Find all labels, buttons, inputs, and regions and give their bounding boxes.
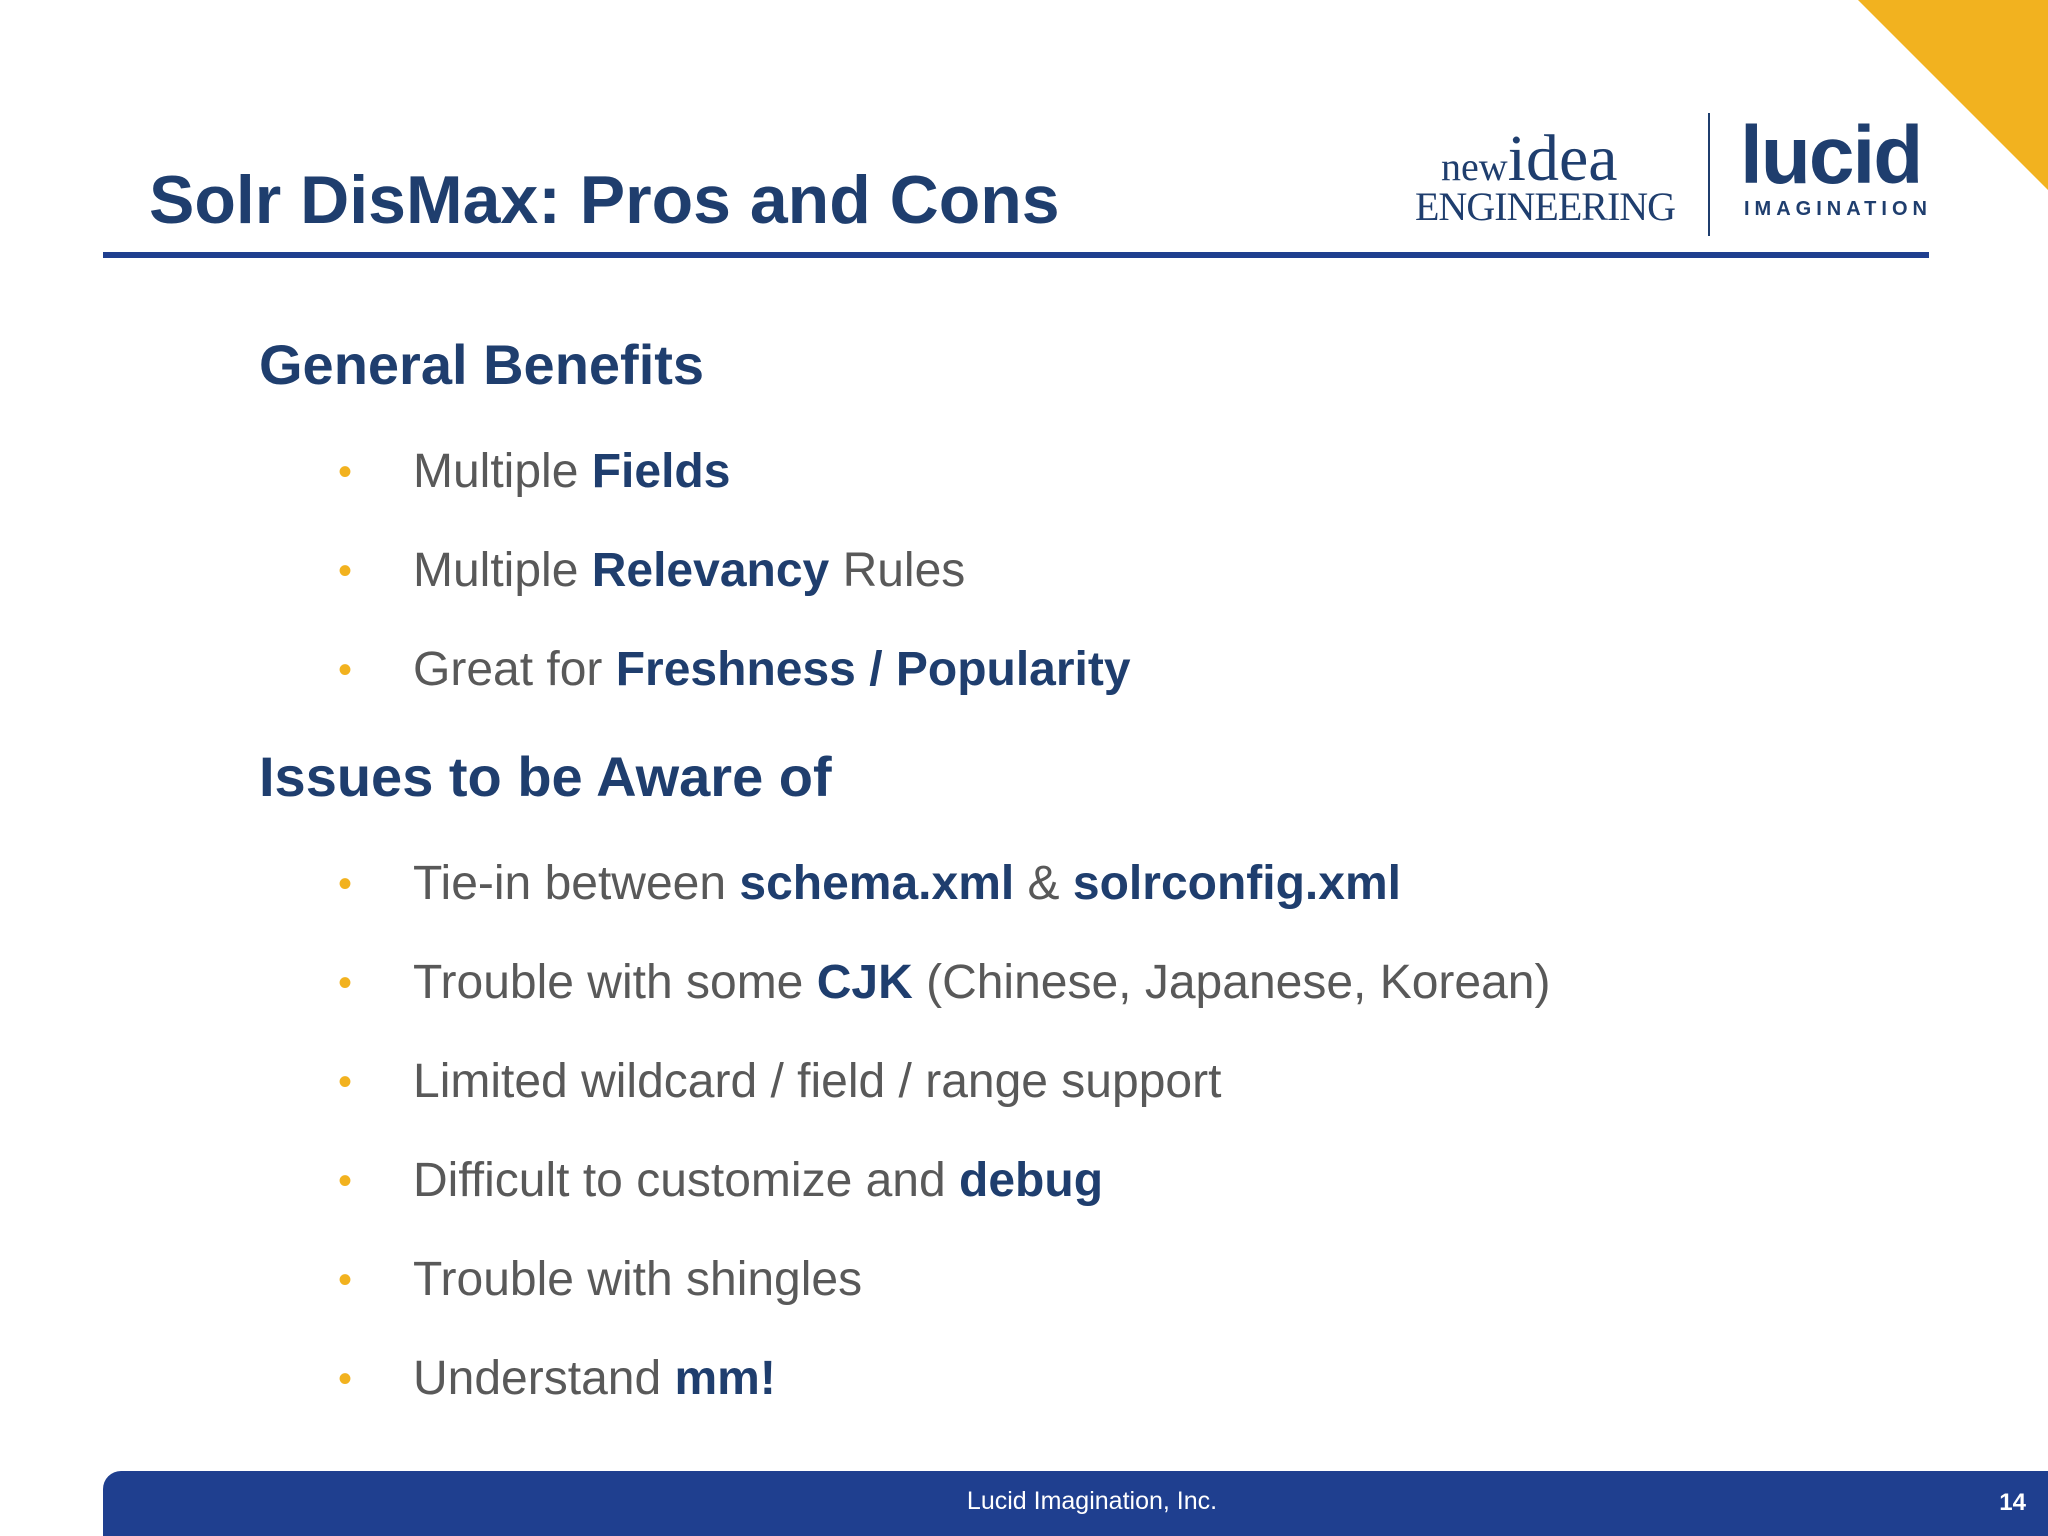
bullet-icon: • bbox=[338, 450, 353, 494]
page-number: 14 bbox=[1999, 1489, 2026, 1516]
footer-company: Lucid Imagination, Inc. bbox=[966, 1487, 1218, 1515]
lucid-imagination-logo bbox=[1740, 106, 1930, 226]
bullet-icon: • bbox=[338, 1060, 353, 1104]
bullet-icon: • bbox=[338, 1258, 353, 1302]
logo-divider bbox=[1708, 113, 1710, 236]
bullet-icon: • bbox=[338, 648, 353, 692]
logo-imagination-text: IMAGINATION bbox=[1744, 198, 1932, 220]
logo-idea-text: idea bbox=[1507, 122, 1618, 195]
footer-bar bbox=[103, 1471, 2048, 1536]
new-idea-engineering-logo bbox=[1415, 124, 1687, 234]
section-heading-issues: Issues to be Aware of bbox=[259, 745, 832, 808]
bullet-icon: • bbox=[338, 862, 353, 906]
title-underline bbox=[103, 252, 1929, 258]
bullet-icon: • bbox=[338, 961, 353, 1005]
bullet-icon: • bbox=[338, 1357, 353, 1401]
bullet-icon: • bbox=[338, 549, 353, 593]
bullet-icon: • bbox=[338, 1159, 353, 1203]
logo-lucid-text: lucid bbox=[1740, 110, 1922, 201]
logo-new-text: new bbox=[1441, 144, 1508, 189]
section-heading-general-benefits: General Benefits bbox=[259, 333, 705, 396]
logo-engineering-text: ENGINEERING bbox=[1415, 184, 1676, 229]
slide-title: Solr DisMax: Pros and Cons bbox=[149, 162, 1060, 238]
